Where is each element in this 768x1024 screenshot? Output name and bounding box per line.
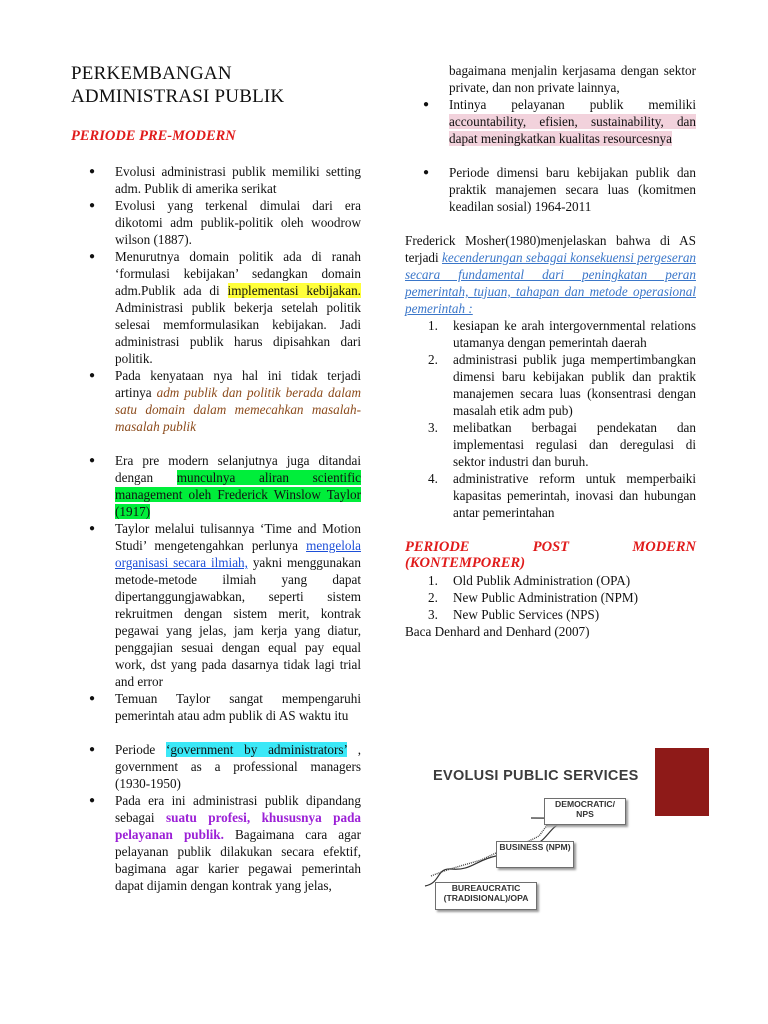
right-column xyxy=(405,62,696,640)
item-number: 3. xyxy=(428,420,438,435)
list-item xyxy=(71,452,361,520)
item-text: melibatkan berbagai pendekatan dan implementasi regulasi dan deregulasi di sektor industri dan buruh. xyxy=(453,420,696,469)
mosher-list xyxy=(405,317,696,521)
box-label: BUSINESS (NPM) xyxy=(499,842,571,852)
item-text: , government as a professional managers (1930-1950) xyxy=(115,742,361,791)
left-column xyxy=(71,163,361,894)
list-item xyxy=(405,317,696,351)
item-number: 2. xyxy=(428,590,438,605)
item-text: Intinya pelayanan publik memiliki xyxy=(449,97,696,112)
item-text: Temuan Taylor sangat mempengaruhi pemerintah atau adm publik di AS waktu itu xyxy=(115,691,361,723)
list-item xyxy=(71,520,361,690)
list-item xyxy=(71,741,361,792)
section-heading-postmodern-line1: PERIODE POST MODERN xyxy=(405,539,696,555)
list-item xyxy=(71,367,361,435)
reference-note: Baca Denhard and Denhard (2007) xyxy=(405,624,590,639)
item-number: 3. xyxy=(428,607,438,622)
item-text: Periode xyxy=(115,742,167,757)
title-line-2: ADMINISTRASI PUBLIK xyxy=(71,86,285,107)
section-heading-premodern: PERIODE PRE-MODERN xyxy=(71,128,236,144)
list-item xyxy=(405,589,696,606)
item-text: Evolusi administrasi publik memiliki setting adm. Publik di amerika serikat xyxy=(115,164,361,196)
item-text: administrasi publik juga mempertimbangkan dimensi baru kebijakan publik dan praktik manajemen secara luas (konsentrasi dengan masalah etik adm pub) xyxy=(453,352,696,418)
item-number: 1. xyxy=(428,318,438,333)
list-item xyxy=(71,163,361,197)
list-item xyxy=(405,572,696,589)
item-text: Periode dimensi baru kebijakan publik dan praktik manajemen secara luas (komitmen keadilan sosial) 1964-2011 xyxy=(449,165,696,214)
item-text: administrative reform untuk memperbaiki kapasitas pemerintah, inovasi dan hubungan antar pemerintahan xyxy=(453,471,696,520)
list-item xyxy=(71,792,361,894)
item-text: kesiapan ke arah intergovernmental relations utamanya dengan pemerintah daerah xyxy=(453,318,696,350)
item-text: Taylor melalui tulisannya ‘Time and Motion Studi’ mengetengahkan perlunya xyxy=(115,521,361,553)
mosher-paragraph xyxy=(405,232,696,317)
right-bullets xyxy=(405,96,696,215)
section-heading-postmodern-line2: (KONTEMPORER) xyxy=(405,555,526,571)
list-item xyxy=(71,197,361,248)
box-label: BUREAUCRATIC (TRADISIONAL)/OPA xyxy=(443,883,529,903)
item-text: Pada kenyataan nya hal ini tidak terjadi artinya xyxy=(115,368,361,400)
item-text: Bagaimana cara agar pelayanan publik dilakukan secara efektif, bagimana agar karier pegawai pemerintah dapat dijamin dengan kontrak yang jelas, xyxy=(115,827,361,893)
item-text: Pada era ini administrasi publik dipandang sebagai xyxy=(115,793,361,825)
list-item xyxy=(71,248,361,367)
list-item xyxy=(405,351,696,419)
item-text: Menurutnya domain politik ada di ranah ‘formulasi kebijakan’ sedangkan domain adm.Publik ada di xyxy=(115,249,361,298)
highlight-pink: accountability, efisien, sustainability, dan dapat meningkatkan kualitas resourcesnya xyxy=(449,114,696,146)
premodern-list xyxy=(71,163,361,894)
list-item xyxy=(405,96,696,147)
item-number: 4. xyxy=(428,471,438,486)
item-text: yakni menggunakan metode-metode ilmiah yang dapat dipertanggungjawabkan, seperti sistem rekruitmen dengan sistem merit, kontrak pegawai yang jelas, jam kerja yang diatur, penggajian sesuai dengan equal pay equal work, dst yang pada dasarnya tidak lagi trial and error xyxy=(115,555,361,689)
box-business-npm xyxy=(496,841,574,868)
list-item xyxy=(405,606,696,623)
evolusi-figure xyxy=(421,748,709,918)
box-democratic-nps xyxy=(544,798,626,825)
item-text: New Public Administration (NPM) xyxy=(453,590,638,605)
item-text: Era pre modern selanjutnya juga ditandai dengan xyxy=(115,453,361,485)
item-text: New Public Services (NPS) xyxy=(453,607,600,622)
postmodern-list xyxy=(405,572,696,623)
list-item xyxy=(405,470,696,521)
list-item xyxy=(71,690,361,724)
inline-link[interactable]: mengelola organisasi secara ilmiah, xyxy=(115,538,361,570)
item-text: Evolusi yang terkenal dimulai dari era dikotomi adm publik-politik oleh woodrow wilson (1887). xyxy=(115,198,361,247)
list-item xyxy=(405,419,696,470)
paragraph-text: Frederick Mosher(1980)menjelaskan bahwa di AS terjadi xyxy=(405,233,696,265)
continued-text: bagaimana menjalin kerjasama dengan sektor private, dan non private lainnya, xyxy=(449,63,696,95)
item-number: 1. xyxy=(428,573,438,588)
item-text: Old Publik Administration (OPA) xyxy=(453,573,631,588)
title-line-1: PERKEMBANGAN xyxy=(71,63,232,84)
list-item xyxy=(405,164,696,215)
highlight-green: munculnya aliran scientific management oleh Frederick Winslow Taylor (1917) xyxy=(115,470,361,519)
italic-emphasis: adm publik dan politik berada dalam satu domain dalam memecahkan masalah-masalah publik xyxy=(115,385,361,434)
item-number: 2. xyxy=(428,352,438,367)
box-label: DEMOCRATIC/ NPS xyxy=(555,799,615,819)
item-text: Administrasi publik bekerja setelah politik selesai memformulasikan kebijakan. Jadi administrasi publik harus dipisahkan dari politik. xyxy=(115,300,361,366)
inline-link[interactable]: kecenderungan sebagai konsekuensi pergeseran secara fundamental dari peningkatan peran pemerintah, tujuan, tahapan dan metode operasional pemerintah : xyxy=(405,250,697,316)
highlight-yellow: implementasi kebijakan. xyxy=(227,283,361,298)
figure-title: EVOLUSI PUBLIC SERVICES xyxy=(433,768,639,784)
box-bureaucratic-opa xyxy=(435,882,537,910)
highlight-cyan: ‘government by administrators’ xyxy=(166,742,347,757)
page-title xyxy=(71,62,284,108)
purple-emphasis: suatu profesi, khususnya pada pelayanan publik. xyxy=(115,810,361,842)
